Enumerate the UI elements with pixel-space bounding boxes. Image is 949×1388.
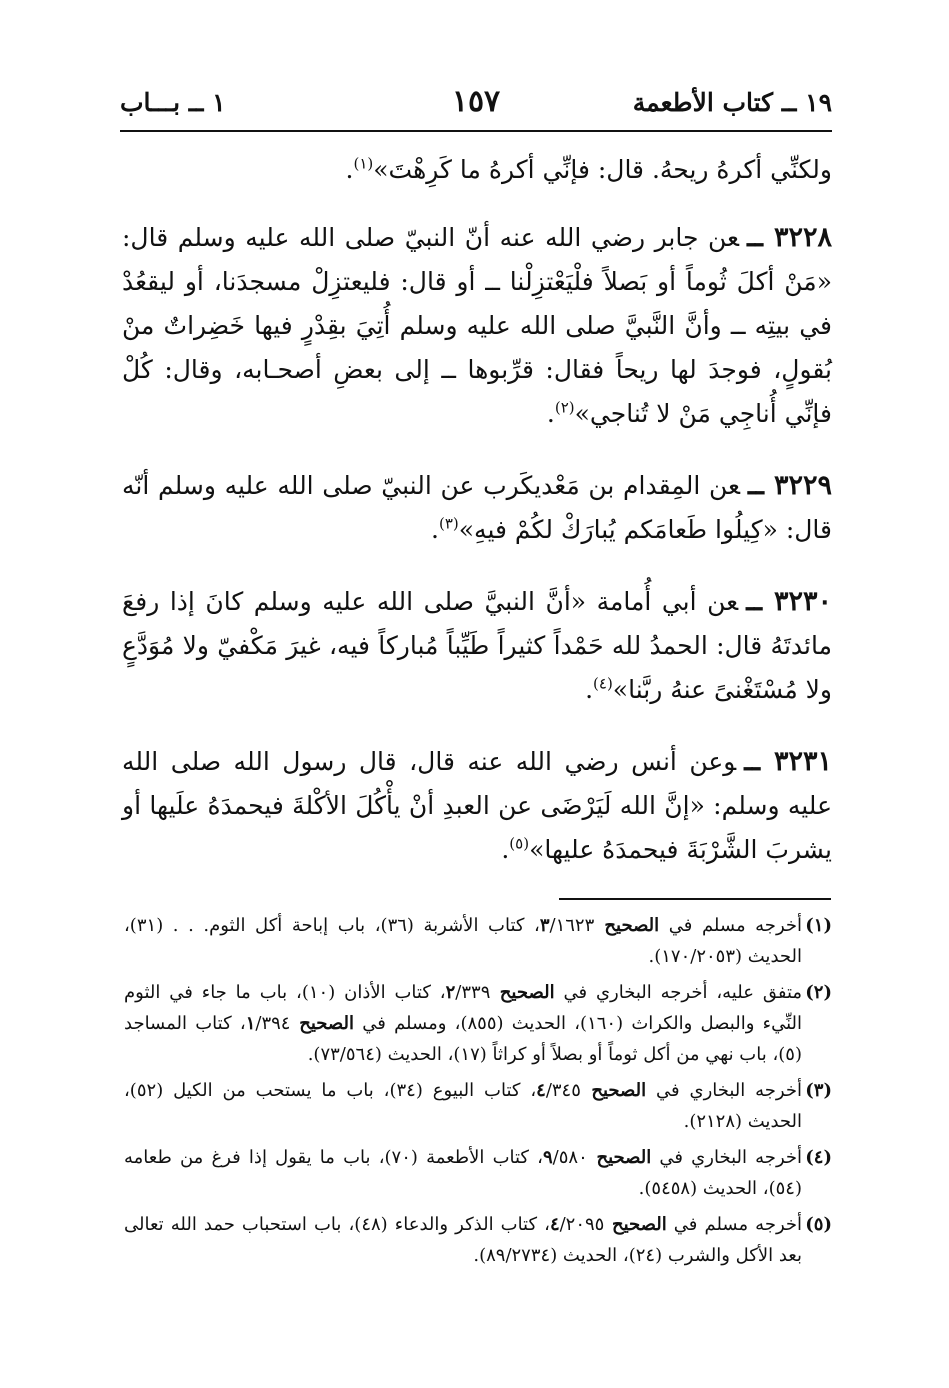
footnote-source: الصحيح ٩ [543, 1147, 652, 1168]
footnote-item [124, 1142, 832, 1204]
footnote-text-part: أخرجه البخاري في [651, 1147, 802, 1168]
hadith-number: ٣٢٣٠ ــ [746, 586, 832, 617]
paragraph-text: عن جابر رضي الله عنه أنّ النبيّ صلى الله عليه وسلم قال: «مَنْ أكلَ ثُوماً أو بَصلاً فلْيَعْتزِلْنا ــ أو قال: فليعتزِلْ مسجدَنا، أو ليقعُدْ في بيتِه ــ وأنَّ النَّبيَّ صلى الله عليه وسلم أُتِيَ بقِدْرٍ فيها خَضِراتٌ منْ بُقولٍ، فوجدَ لها ريحاً فقال: قرِّبوها ــ إلى بعضِ أصحـابه، وقال: كُلْ فإنِّي أُناجِي مَنْ لا تُناجي» [122, 223, 832, 428]
footnote-source: الصحيح ٣ [539, 915, 660, 936]
hadith-3228 [122, 216, 832, 436]
hadith-3230 [122, 580, 832, 712]
footnote-divider [559, 898, 831, 900]
paragraph-text: وعن أنس رضي الله عنه قال، قال رسول الله صلى الله عليه وسلم: «إنَّ الله لَيَرْضَى عن العبدِ أنْ يأْكُلَ الأكْلةَ فيحمدَهُ علَيها أو يشربَ الشَّرْبَةَ فيحمدَهُ عليها» [122, 747, 832, 864]
footnote-ref: (٣) [438, 514, 459, 533]
paragraph-continuation [122, 148, 832, 192]
hadith-number: ٣٢٣١ ــ [744, 746, 832, 777]
footnote-text-part: أخرجه مسلم في [659, 915, 802, 936]
footnote-text [124, 1209, 802, 1271]
hadith-3231 [122, 740, 832, 872]
paragraph-text: عن المِقدام بن مَعْديكَرب عن النبيّ صلى الله عليه وسلم أنّه قال: «كِيلُوا طَعامَكم يُبارَكْ لكُمْ فيهِ» [122, 471, 832, 544]
paragraph-end: . [501, 835, 510, 864]
paragraph-end: . [546, 399, 555, 428]
paragraph-end: . [585, 675, 594, 704]
hadith-3229 [122, 464, 832, 552]
paragraph-text: عن أبي أُمامة «أنَّ النبيَّ صلى الله عليه وسلم كانَ إذا رفعَ مائدتَهُ قال: الحمدُ لله حَمْداً كثيراً طَيِّباً مُباركاً فيه، غيرَ مَكْفيّ ولا مُوَدَّعٍ ولا مُسْتَغْنىً عنهُ ربَّنا» [122, 587, 832, 704]
footnote-number: (١) [805, 915, 832, 936]
footnote-ref: (١) [353, 154, 374, 173]
footnote-source: الصحيح ٢ [445, 982, 555, 1003]
footnote-source: الصحيح ١ [245, 1013, 355, 1034]
footnote-item [124, 1075, 832, 1137]
paragraph-end: . [345, 155, 354, 184]
hadith-number: ٣٢٢٩ ــ [748, 470, 832, 501]
footnote-source: الصحيح ٤ [536, 1080, 647, 1101]
chapter-title: ١٩ ــ كتاب الأطعمة [632, 88, 832, 117]
footnote-text-part: /٣٤٥، كتاب البيوع (٣٤)، باب ما يستحب من الكيل (٥٢)، الحديث (٢١٢٨). [124, 1080, 802, 1132]
footnote-number: (٥) [805, 1214, 832, 1235]
footnote-item [124, 1209, 832, 1271]
page-number: ١٥٧ [451, 84, 501, 119]
footnote-number: (٤) [805, 1147, 832, 1168]
footnote-text-part: متفق عليه، أخرجه البخاري في [554, 982, 803, 1003]
footnote-text-part: /٣٣٩، كتاب الأذان (١٠)، باب ما جاء في الثوم النِّيء والبصل والكراث (١٦٠)، الحديث (٨٥٥)، ومسلم في [124, 982, 803, 1034]
footnotes [124, 910, 832, 1276]
footnote-source: الصحيح ٤ [549, 1214, 667, 1235]
footnote-text-part: /١٦٢٣، كتاب الأشربة (٣٦)، باب إباحة أكل الثوم. . . (٣١)، الحديث (١٧٠/٢٠٥٣). [124, 915, 802, 967]
footnote-text [124, 1142, 802, 1204]
running-header [120, 86, 832, 132]
footnote-text-part: /٥٨٠، كتاب الأطعمة (٧٠)، باب ما يقول إذا فرغ من طعامه (٥٤)، الحديث (٥٤٥٨). [124, 1147, 802, 1199]
footnote-text-part: /٣٩٤، كتاب المساجد (٥)، باب نهي من أكل ثوماً أو بصلاً أو كراثاً (١٧)، الحديث (٧٣/٥٦٤). [124, 1013, 802, 1065]
footnote-text-part: أخرجه البخاري في [646, 1080, 802, 1101]
footnote-text [124, 910, 802, 972]
section-title: ١ ــ بـــاب [120, 88, 226, 117]
footnote-item [124, 910, 832, 972]
paragraph-text: ولكنِّي أكرهُ ريحهُ. قال: فإنِّي أكرهُ ما كَرِهْتَ» [373, 155, 832, 184]
footnote-item [124, 977, 832, 1070]
footnote-text [124, 1075, 802, 1137]
footnote-text [124, 977, 802, 1070]
footnote-ref: (٥) [509, 834, 530, 853]
footnote-ref: (٤) [593, 674, 613, 693]
footnote-number: (٣) [805, 1080, 832, 1101]
footnote-text-part: أخرجه مسلم في [666, 1214, 803, 1235]
footnote-ref: (٢) [554, 398, 575, 417]
footnote-text-part: /٢٠٩٥، كتاب الذكر والدعاء (٤٨)، باب استحباب حمد الله تعالى بعد الأكل والشرب (٢٤)، الحديث (٨٩/٢٧٣٤). [124, 1214, 802, 1266]
paragraph-end: . [431, 515, 439, 544]
footnote-number: (٢) [805, 982, 832, 1003]
hadith-number: ٣٢٢٨ ــ [747, 222, 832, 253]
main-text [122, 148, 832, 900]
